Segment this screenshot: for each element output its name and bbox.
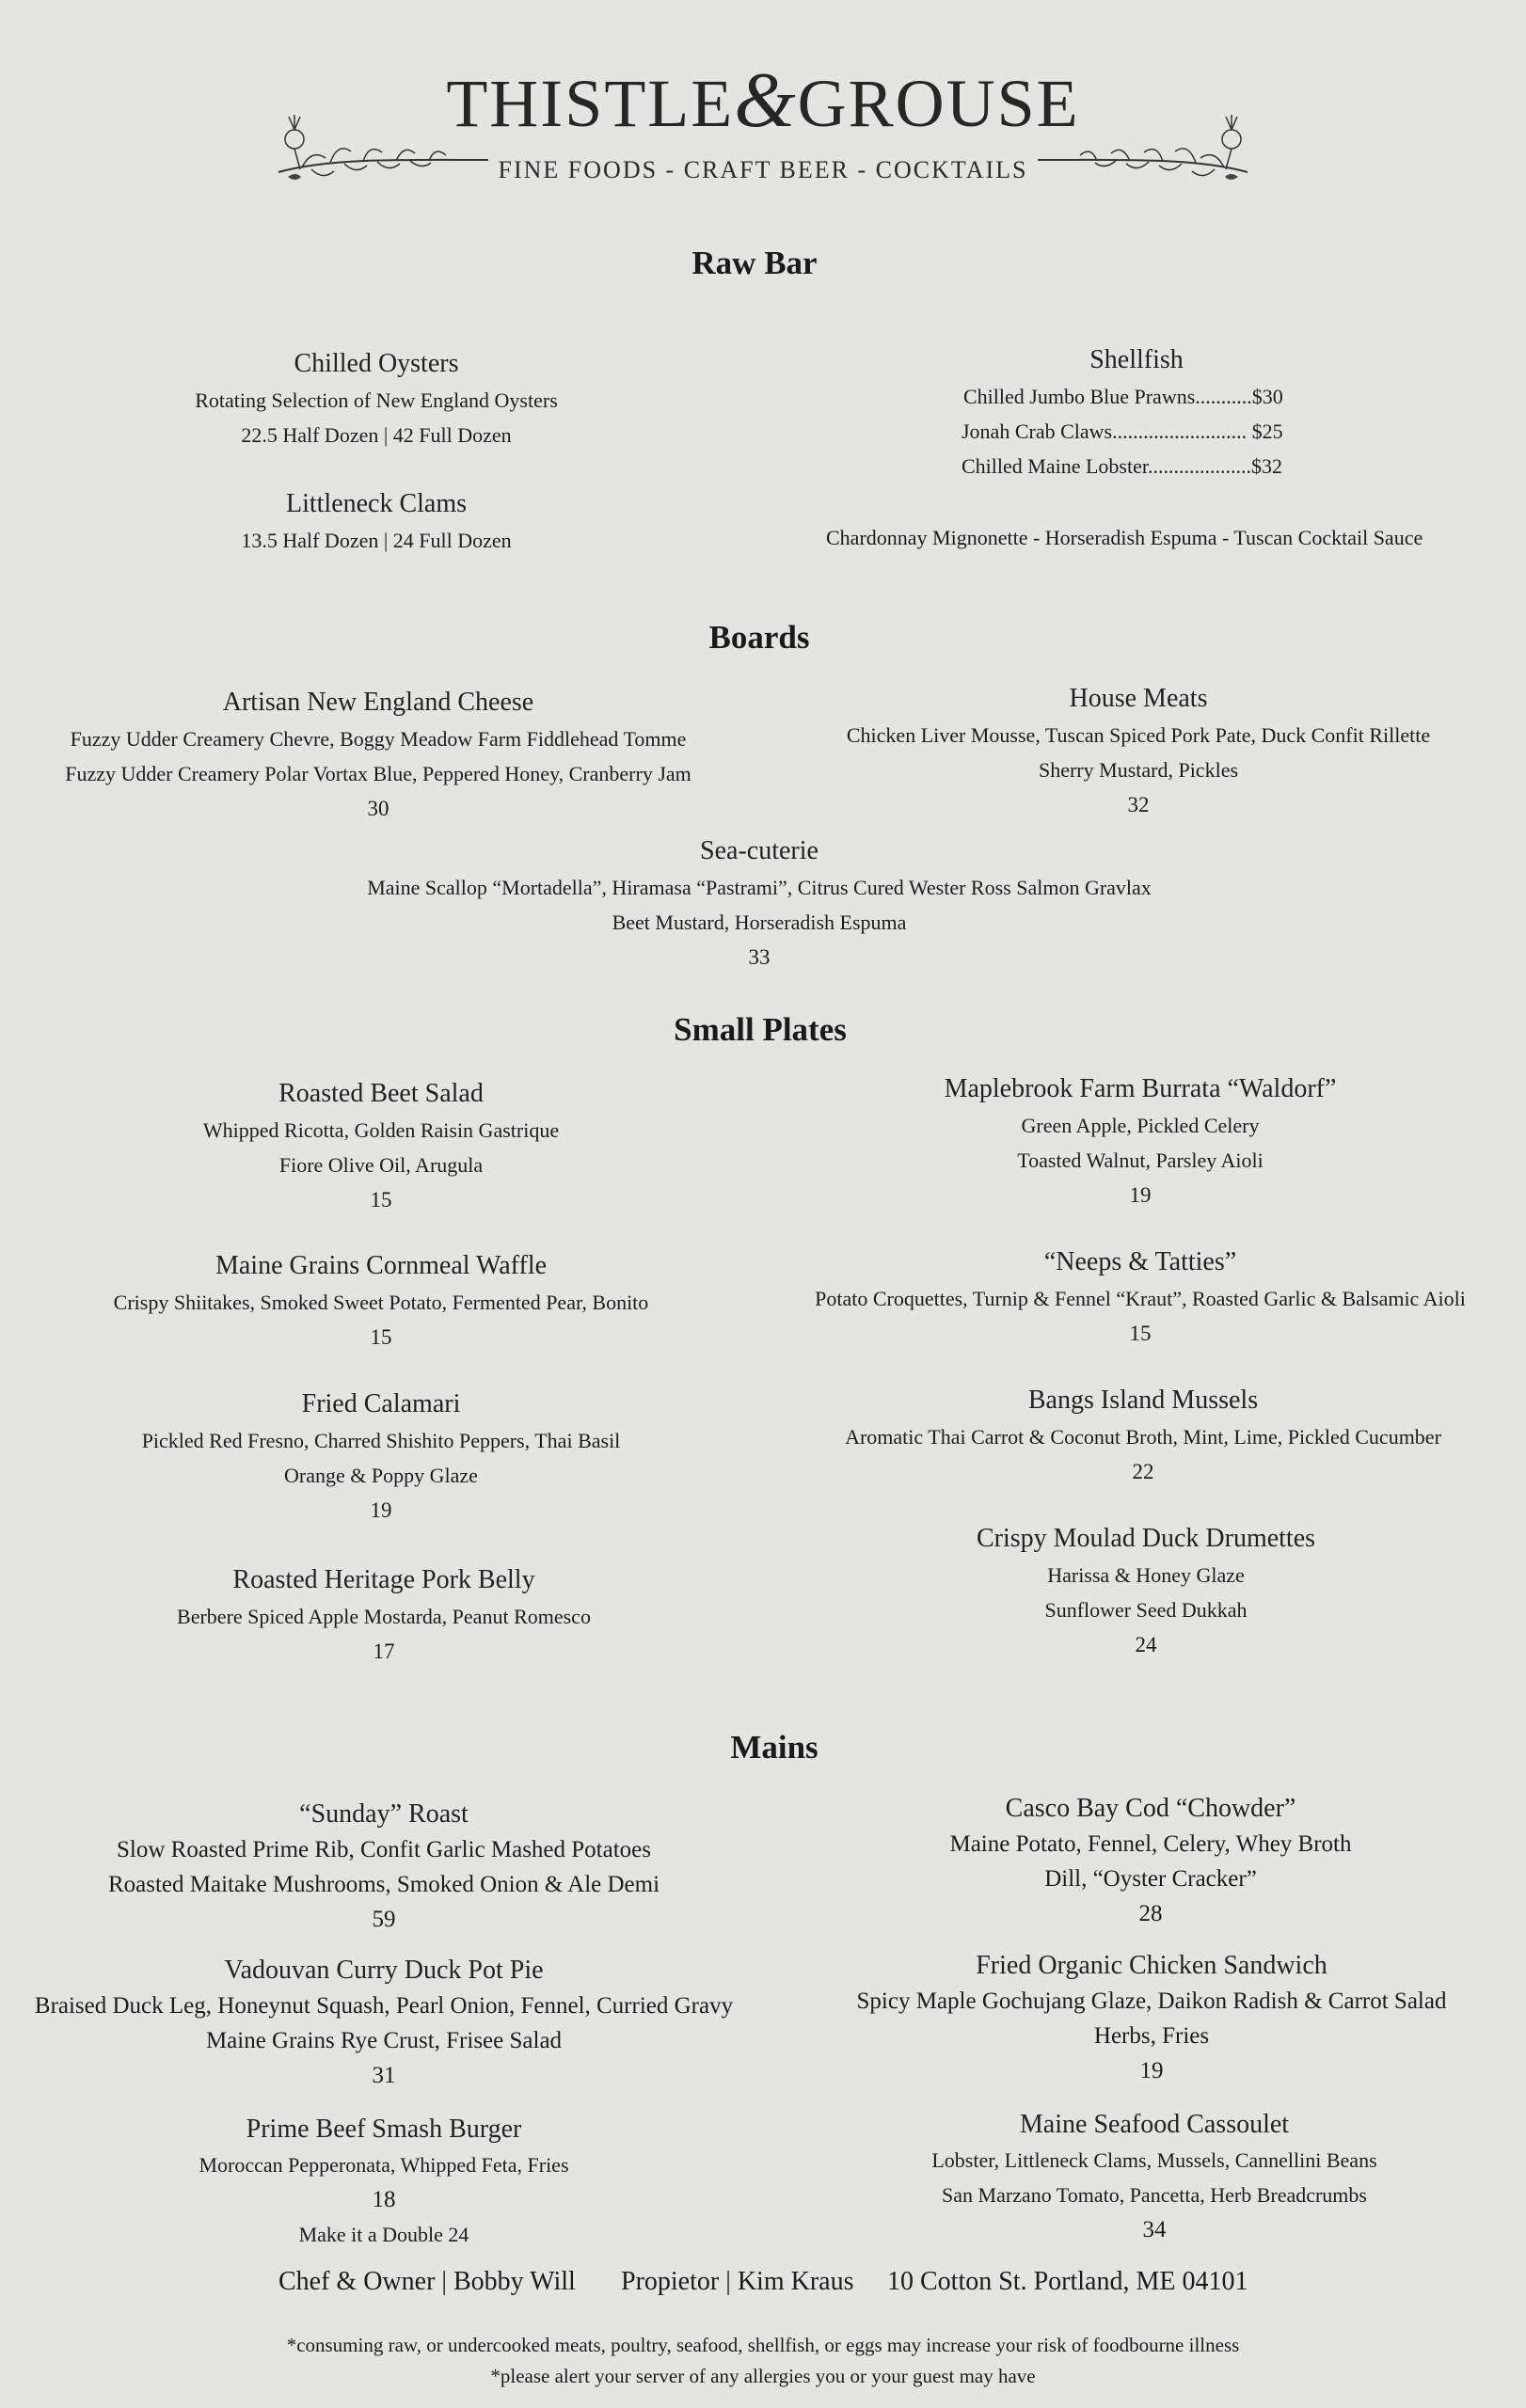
item-description-line: Roasted Maitake Mushrooms, Smoked Onion & Ale Demi — [107, 1872, 660, 1897]
disclaimer-raw-food: *consuming raw, or undercooked meats, poultry, seafood, shellfish, or eggs may increase your risk of foodbourne illness — [286, 2334, 1240, 2356]
item-name: Sea-cuterie — [700, 836, 819, 865]
disclaimer-allergies: *please alert your server of any allergies you or your guest may have — [490, 2365, 1036, 2387]
item-price: 32 — [1127, 793, 1150, 816]
item-price: 28 — [1138, 1901, 1163, 1926]
menu-item-sea-cuterie — [336, 832, 1183, 974]
item-description-line: Spicy Maple Gochujang Glaze, Daikon Radish & Carrot Salad — [856, 1988, 1447, 2014]
item-name: Vadouvan Curry Duck Pot Pie — [224, 1956, 544, 1985]
item-description-line: Chicken Liver Mousse, Tuscan Spiced Pork Pate, Duck Confit Rillette — [846, 723, 1431, 747]
item-name: Roasted Heritage Pork Belly — [232, 1565, 535, 1594]
item-price: 19 — [370, 1498, 392, 1522]
item-name: Prime Beef Smash Burger — [246, 2115, 522, 2144]
item-description-line: Crispy Shiitakes, Smoked Sweet Potato, Fermented Pear, Bonito — [113, 1291, 649, 1314]
item-name: “Sunday” Roast — [299, 1799, 469, 1829]
item-description-line: Maine Potato, Fennel, Celery, Whey Broth — [949, 1831, 1352, 1857]
footer-chef: Chef & Owner | Bobby Will — [278, 2267, 576, 2296]
item-name: Maplebrook Farm Burrata “Waldorf” — [944, 1074, 1337, 1103]
item-description-line: Herbs, Fries — [1093, 2023, 1210, 2049]
menu-item-duck-pot-pie — [9, 1953, 758, 2093]
menu-item-house-meats — [809, 680, 1468, 822]
item-name: Roasted Beet Salad — [278, 1079, 484, 1108]
section-title-boards: Boards — [708, 619, 810, 656]
item-description-line: Toasted Walnut, Parsley Aioli — [1017, 1149, 1264, 1172]
item-name: Bangs Island Mussels — [1027, 1386, 1259, 1415]
item-description-line: Berbere Spiced Apple Mostarda, Peanut Romesco — [177, 1605, 591, 1628]
item-description-line: Fiore Olive Oil, Arugula — [278, 1153, 484, 1177]
item-name: Chilled Oysters — [294, 349, 459, 378]
item-price: 15 — [370, 1325, 392, 1349]
section-title-mains: Mains — [730, 1729, 819, 1766]
item-price: 19 — [1129, 1183, 1152, 1207]
item-price: 15 — [1129, 1322, 1152, 1345]
item-name: Crispy Moulad Duck Drumettes — [976, 1524, 1316, 1553]
menu-item-roasted-beet-salad — [99, 1075, 663, 1217]
item-description-line: Harissa & Honey Glaze — [1047, 1563, 1245, 1587]
item-description-line: Sherry Mustard, Pickles — [1038, 758, 1239, 782]
section-title-small-plates: Small Plates — [674, 1011, 847, 1048]
shellfish-sauces: Chardonnay Mignonette - Horseradish Espuma - Tuscan Cocktail Sauce — [826, 526, 1423, 549]
logo — [293, 55, 1233, 196]
item-name: Fried Calamari — [301, 1389, 461, 1418]
item-price: 18 — [372, 2187, 396, 2212]
item-description-line: Aromatic Thai Carrot & Coconut Broth, Mint, Lime, Pickled Cucumber — [845, 1425, 1441, 1449]
item-description-line: Pickled Red Fresno, Charred Shishito Peppers, Thai Basil — [141, 1429, 621, 1452]
menu-item-neeps-tatties — [783, 1244, 1498, 1351]
item-price: 13.5 Half Dozen | 24 Full Dozen — [241, 529, 512, 552]
item-name: Casco Bay Cod “Chowder” — [1005, 1794, 1296, 1823]
item-description-line: Potato Croquettes, Turnip & Fennel “Kraut”, Roasted Garlic & Balsamic Aioli — [815, 1287, 1466, 1310]
item-description-line: Braised Duck Leg, Honeynut Squash, Pearl Onion, Fennel, Curried Gravy — [34, 1993, 734, 2019]
item-name: House Meats — [1069, 684, 1208, 713]
item-price: 17 — [373, 1640, 395, 1663]
brand-ampersand: & — [734, 56, 798, 144]
item-price: 15 — [370, 1188, 392, 1212]
menu-item-littleneck-clams — [94, 485, 659, 558]
footer-proprietor: Propietor | Kim Kraus — [621, 2267, 854, 2296]
menu-item-sunday-roast — [55, 1797, 713, 1937]
item-price: 22.5 Half Dozen | 42 Full Dozen — [241, 423, 512, 447]
shellfish-prawns: Chilled Jumbo Blue Prawns...........$30 — [963, 385, 1283, 408]
menu-item-cod-chowder — [821, 1791, 1480, 1931]
item-price: 33 — [748, 945, 771, 969]
menu-item-shellfish — [854, 341, 1419, 379]
item-description-line: Lobster, Littleneck Clams, Mussels, Cannellini Beans — [931, 2148, 1377, 2172]
item-description-line: Beet Mustard, Horseradish Espuma — [612, 911, 907, 934]
brand-left: THISTLE — [446, 66, 735, 141]
item-description-line: Moroccan Pepperonata, Whipped Feta, Fries — [199, 2153, 569, 2177]
item-description-line: Slow Roasted Prime Rib, Confit Garlic Mashed Potatoes — [116, 1837, 651, 1862]
shellfish-crab-claws: Jonah Crab Claws.......................... $25 — [962, 420, 1283, 443]
menu-item-burrata-waldorf — [858, 1070, 1423, 1212]
item-description-line: Green Apple, Pickled Celery — [1021, 1114, 1260, 1137]
item-price: 24 — [1135, 1633, 1157, 1656]
item-description-line: Dill, “Oyster Cracker” — [1044, 1866, 1257, 1892]
item-description: Rotating Selection of New England Oysters — [195, 388, 558, 412]
item-price: 19 — [1139, 2058, 1164, 2083]
item-price: 30 — [367, 797, 389, 820]
item-name: Shellfish — [1089, 345, 1184, 374]
footer-address: 10 Cotton St. Portland, ME 04101 — [887, 2267, 1248, 2296]
item-price: 31 — [372, 2063, 396, 2088]
item-description-line: Orange & Poppy Glaze — [284, 1464, 478, 1487]
tagline: FINE FOODS - CRAFT BEER - COCKTAILS — [498, 156, 1028, 183]
menu-item-pork-belly — [102, 1561, 666, 1669]
item-description-line: Sunflower Seed Dukkah — [1044, 1598, 1248, 1622]
menu-item-chicken-sandwich — [822, 1948, 1481, 2088]
item-name: Fried Organic Chicken Sandwich — [976, 1951, 1327, 1980]
item-description-line: Whipped Ricotta, Golden Raisin Gastrique — [202, 1118, 560, 1142]
item-description-line: San Marzano Tomato, Pancetta, Herb Breadcrumbs — [942, 2183, 1367, 2207]
item-name: Artisan New England Cheese — [222, 688, 534, 717]
item-description-line: Maine Scallop “Mortadella”, Hiramasa “Pastrami”, Citrus Cured Wester Ross Salmon Gravlax — [367, 876, 1152, 899]
item-description-line: Fuzzy Udder Creamery Chevre, Boggy Meadow Farm Fiddlehead Tomme — [70, 727, 687, 751]
menu-item-duck-drumettes — [864, 1520, 1428, 1662]
menu-item-fried-calamari — [99, 1386, 663, 1528]
section-title-raw-bar: Raw Bar — [691, 245, 818, 281]
item-price: 34 — [1142, 2217, 1167, 2242]
item-price: 59 — [372, 1907, 396, 1932]
item-description-line: Fuzzy Udder Creamery Polar Vortax Blue, Peppered Honey, Cranberry Jam — [65, 762, 691, 785]
item-name: Littleneck Clams — [285, 489, 468, 518]
menu-item-cornmeal-waffle — [75, 1247, 687, 1354]
item-extra: Make it a Double 24 — [298, 2223, 469, 2246]
menu-item-chilled-oysters — [94, 345, 659, 452]
menu-item-smash-burger — [102, 2112, 666, 2252]
menu-item-seafood-cassoulet — [825, 2107, 1484, 2247]
item-name: “Neeps & Tatties” — [1043, 1247, 1237, 1276]
item-price: 22 — [1132, 1460, 1154, 1483]
menu-item-cheese-board — [28, 684, 728, 826]
item-description-line: Maine Grains Rye Crust, Frisee Salad — [205, 2028, 563, 2053]
shellfish-lobster: Chilled Maine Lobster....................$32 — [962, 454, 1282, 478]
brand-right: GROUSE — [797, 66, 1080, 141]
menu-item-bangs-island-mussels — [814, 1382, 1472, 1489]
item-name: Maine Grains Cornmeal Waffle — [215, 1251, 548, 1280]
item-name: Maine Seafood Cassoulet — [1019, 2110, 1290, 2139]
